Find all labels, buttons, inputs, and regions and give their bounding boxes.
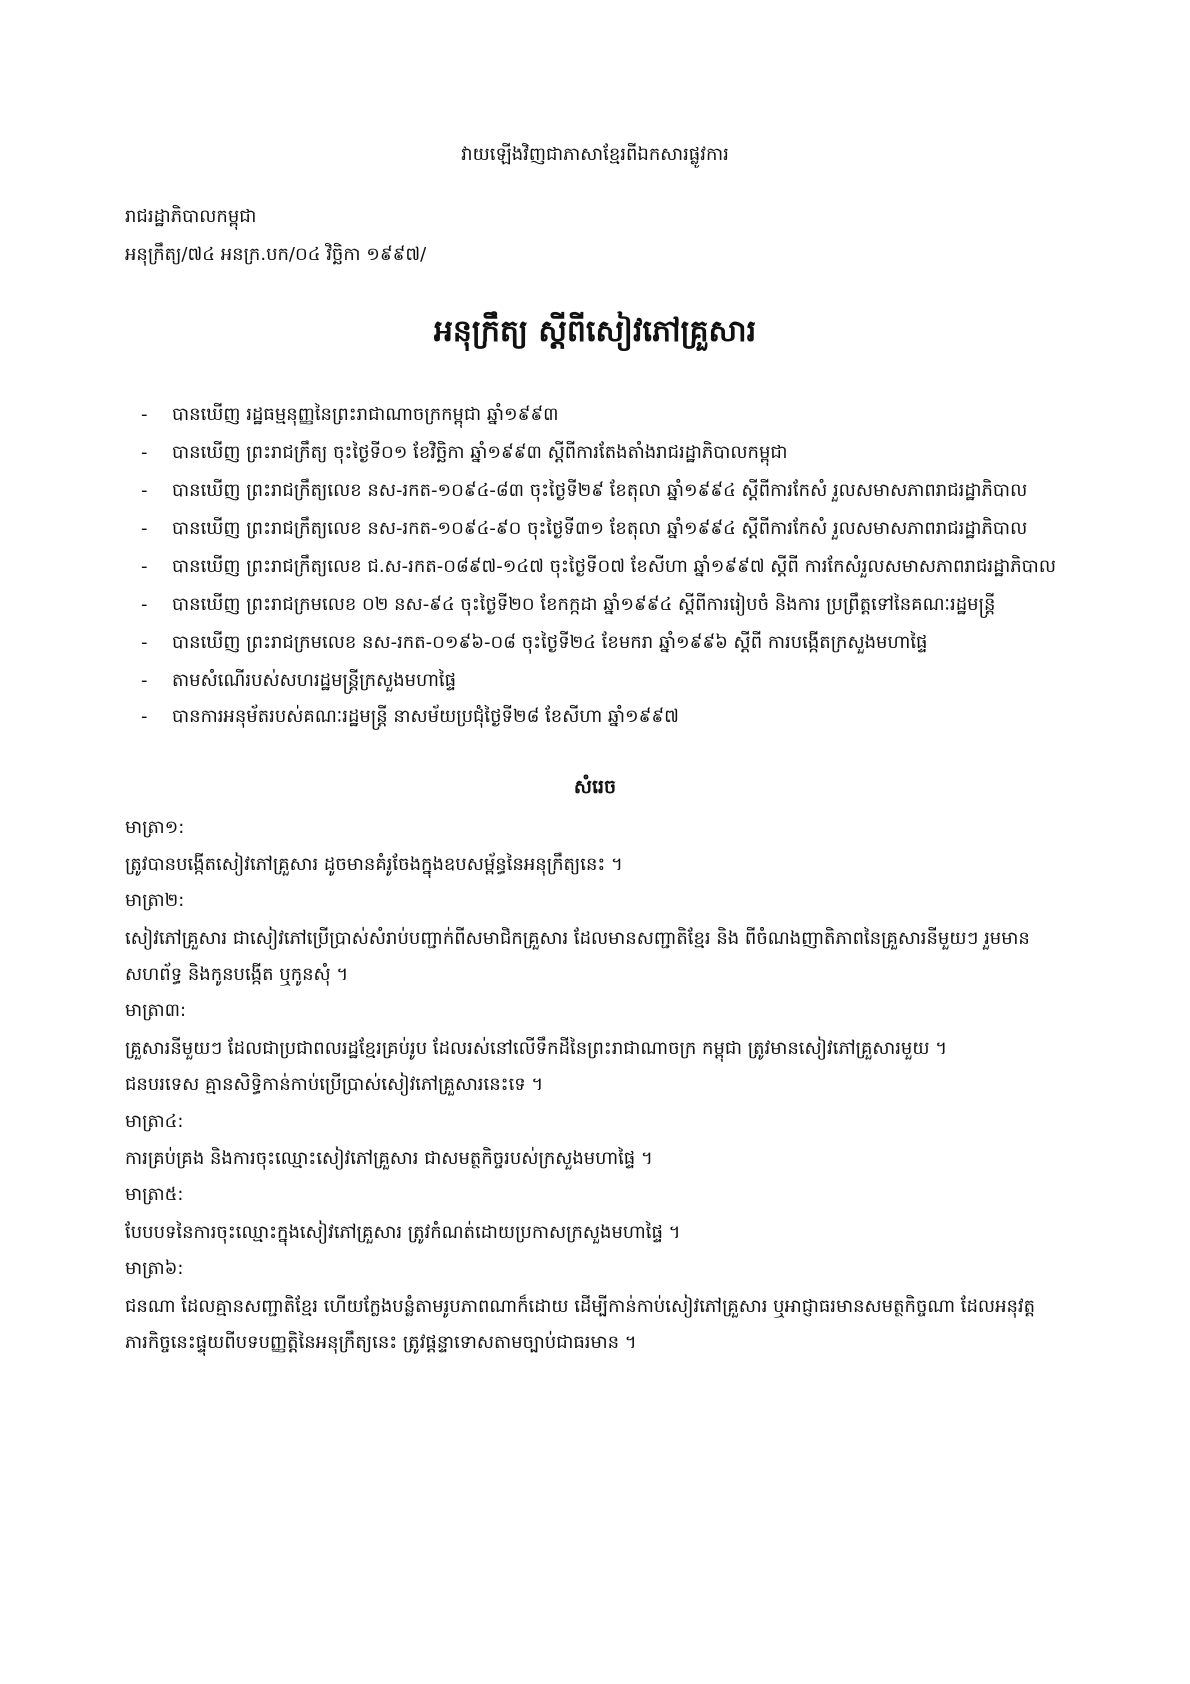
article-label: មាត្រា៤:: [125, 1111, 184, 1132]
article-text: ត្រូវបានបង្កើតសៀវភៅគ្រួសារ ដូចមានគំរូចែងក្នុងឧបសម្ព័ន្ធនៃអនុក្រឹត្យនេះ ។: [125, 854, 623, 875]
reference-number: អនុក្រឹត្យ/៧៤ អនក្រ.បក/០៤ វិច្ឆិកា ១៩៩៧/: [125, 244, 427, 265]
issuer: រាជរដ្ឋាភិបាលកម្ពុជា: [125, 206, 257, 227]
article-label: មាត្រា៣:: [125, 1000, 187, 1021]
preamble-text: បានឃើញ ព្រះរាជក្រមលេខ នស-រកត-០១៩៦-០៨ ចុះថ្ងៃទី២៤ ខែមករា ឆ្នាំ១៩៩៦ ស្តីពី ការបង្កើតក្រសួងមហាផ្ទៃ: [172, 632, 928, 653]
bullet-dash: -: [141, 632, 148, 653]
article-text: ភារកិច្ចនេះផ្ទុយពីបទបញ្ញត្តិនៃអនុក្រឹត្យនេះ ត្រូវផ្តន្ទាទោសតាមច្បាប់ជាធរមាន ។: [125, 1332, 637, 1353]
preamble-text: បានឃើញ ព្រះរាជក្រឹត្យ ចុះថ្ងៃទី០១ ខែវិច្ឆិកា ឆ្នាំ១៩៩៣ ស្តីពីការតែងតាំងរាជរដ្ឋាភិបាលកម្ពុជា: [172, 442, 788, 463]
header-note: វាយឡើងវិញជាភាសាខ្មែរពីឯកសារផ្លូវការ: [461, 144, 729, 165]
article-text: បែបបទនៃការចុះឈ្មោះក្នុងសៀវភៅគ្រួសារ ត្រូវកំណត់ដោយប្រកាសក្រសួងមហាផ្ទៃ ។: [125, 1222, 681, 1243]
preamble-text: បានឃើញ រដ្ឋធម្មនុញ្ញនៃព្រះរាជាណាចក្រកម្ពុជា ឆ្នាំ១៩៩៣: [172, 404, 559, 425]
preamble-text: តាមសំណើរបស់សហរដ្ឋមន្ត្រីក្រសួងមហាផ្ទៃ: [172, 670, 457, 691]
bullet-dash: -: [141, 404, 148, 425]
article-text: ជនណា ដែលគ្មានសញ្ជាតិខ្មែរ ហើយក្លែងបន្លំតាមរូបភាពណាក៏ដោយ ដើម្បីកាន់កាប់សៀវភៅគ្រួសារ ឬអាជ្ញាធរមានសមត្ថកិច្ចណា ដែលអនុវត្ត: [125, 1296, 1036, 1317]
article-text: សហព័ទ្ធ និងកូនបង្កើត ឬកូនសុំ ។: [125, 964, 349, 985]
bullet-dash: -: [141, 480, 148, 501]
preamble-text: បានការអនុម័តរបស់គណៈរដ្ឋមន្ត្រី នាសម័យប្រជុំថ្ងៃទី២៨ ខែសីហា ឆ្នាំ១៩៩៧: [172, 706, 679, 727]
preamble-text: បានឃើញ ព្រះរាជក្រឹត្យលេខ នស-រកត-១០៩៤-៨៣ ចុះថ្ងៃទី២៩ ខែតុលា ឆ្នាំ១៩៩៤ ស្តីពីការកែសំ រួលសមាសភាពរាជរដ្ឋាភិបាល: [172, 480, 1028, 501]
preamble-text: បានឃើញ ព្រះរាជក្រមលេខ ០២ នស-៩៤ ចុះថ្ងៃទី២០ ខែកក្កដា ឆ្នាំ១៩៩៤ ស្តីពីការរៀបចំ និងការ ប្រព្រឹត្តទៅនៃគណៈរដ្ឋមន្ត្រី: [172, 594, 996, 615]
article-label: មាត្រា៥:: [125, 1184, 184, 1205]
article-label: មាត្រា១:: [125, 817, 185, 838]
bullet-dash: -: [141, 706, 148, 727]
bullet-dash: -: [141, 442, 148, 463]
bullet-dash: -: [141, 670, 148, 691]
bullet-dash: -: [141, 518, 148, 539]
article-text: គ្រួសារនីមួយៗ ដែលជាប្រជាពលរដ្ឋខ្មែរគ្រប់រូប ដែលរស់នៅលើទឹកដីនៃព្រះរាជាណាចក្រ កម្ពុជា ត្រូវមានសៀវភៅគ្រួសារមួយ ។: [125, 1038, 948, 1059]
article-text: ការគ្រប់គ្រង និងការចុះឈ្មោះសៀវភៅគ្រួសារ ជាសមត្ថកិច្ចរបស់ក្រសួងមហាផ្ទៃ ។: [125, 1148, 653, 1169]
bullet-dash: -: [141, 556, 148, 577]
bullet-dash: -: [141, 594, 148, 615]
article-label: មាត្រា២:: [125, 890, 185, 911]
preamble-text: បានឃើញ ព្រះរាជក្រឹត្យលេខ ជ.ស-រកត-០៨៩៧-១៤៧ ចុះថ្ងៃទី០៧ ខែសីហា ឆ្នាំ១៩៩៧ ស្តីពី ការកែសំរួលសមាសភាពរាជរដ្ឋាភិបាល: [172, 556, 1056, 577]
preamble-text: បានឃើញ ព្រះរាជក្រឹត្យលេខ នស-រកត-១០៩៤-៩០ ចុះថ្ងៃទី៣១ ខែតុលា ឆ្នាំ១៩៩៤ ស្តីពីការកែសំ រួលសមាសភាពរាជរដ្ឋាភិបាល: [172, 518, 1028, 539]
decision-heading: សំរេច: [573, 776, 617, 798]
article-text: សៀវភៅគ្រួសារ ជាសៀវភៅប្រើប្រាស់សំរាប់បញ្ជាក់ពីសមាជិកគ្រួសារ ដែលមានសញ្ជាតិខ្មែរ និង ពីចំណងញាតិភាពនៃគ្រួសារនីមួយៗ រួមមាន: [125, 928, 1030, 949]
article-text: ជនបរទេស គ្មានសិទ្ធិកាន់កាប់ប្រើប្រាស់សៀវភៅគ្រួសារនេះទេ ។: [125, 1074, 544, 1095]
article-label: មាត្រា៦:: [125, 1258, 184, 1279]
document-title: អនុក្រឹត្យ ស្តីពីសៀវភៅគ្រួសារ: [433, 314, 757, 349]
